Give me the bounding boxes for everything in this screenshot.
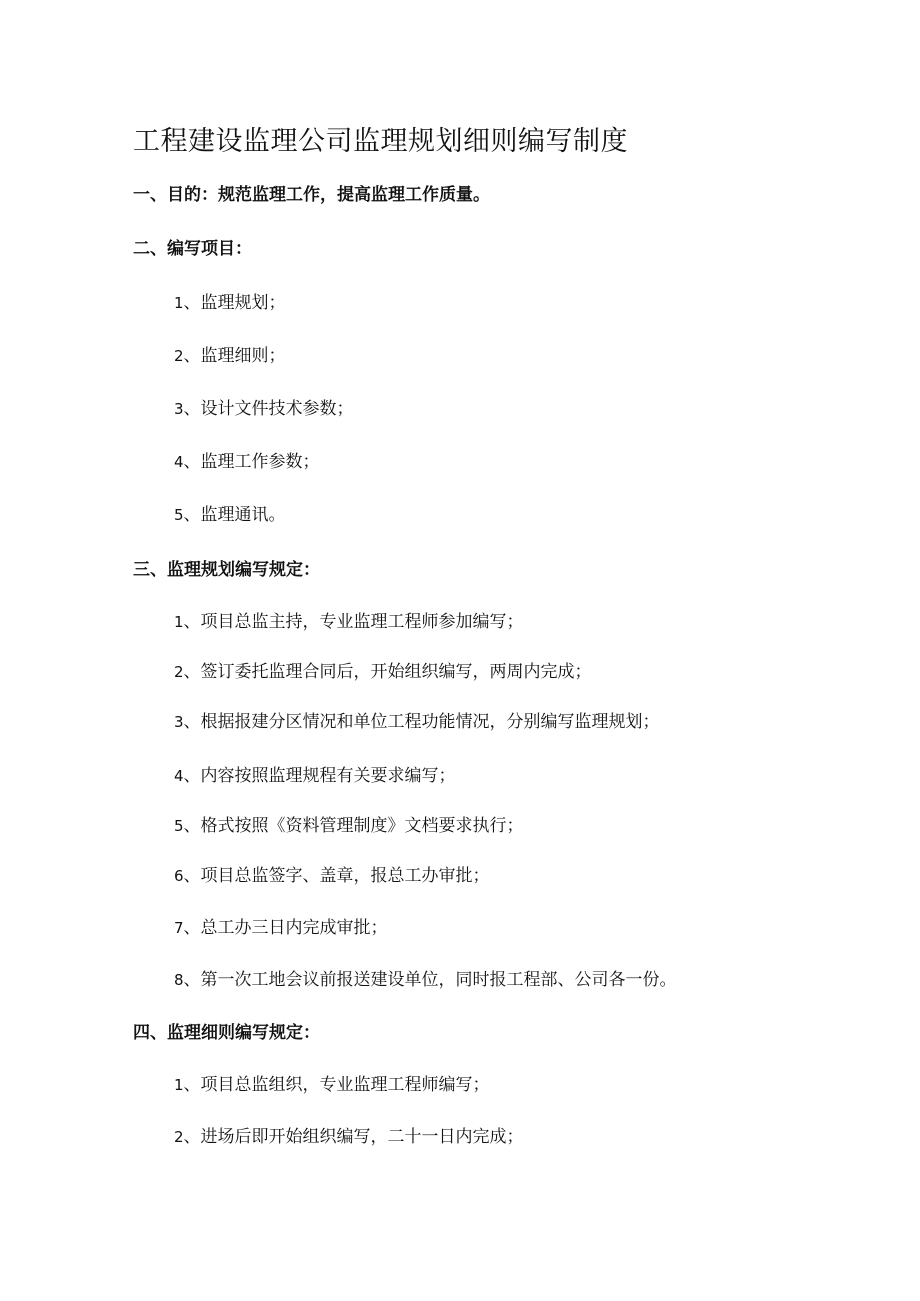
list-item-number: 2 xyxy=(174,347,184,365)
list-item-number: 5 xyxy=(174,506,184,524)
list-item-number: 6 xyxy=(174,867,184,885)
section-heading-plan-rules: 三、监理规划编写规定： xyxy=(133,560,320,580)
list-item-text: 、内容按照监理规程有关要求编写； xyxy=(183,766,456,786)
list-item-text: 、监理工作参数； xyxy=(183,452,320,472)
list-item xyxy=(174,341,286,366)
list-item xyxy=(174,1070,490,1095)
list-item-text: 、项目总监主持，专业监理工程师参加编写； xyxy=(183,612,524,632)
list-item-text: 、格式按照《资料管理制度》文档要求执行； xyxy=(183,816,524,836)
section-heading-detail-rules: 四、监理细则编写规定： xyxy=(133,1023,320,1043)
list-item-number: 8 xyxy=(174,971,184,989)
list-item-number: 2 xyxy=(174,663,184,681)
list-item-text: 、监理细则； xyxy=(183,346,286,366)
list-item xyxy=(174,1122,524,1147)
list-item-text: 、总工办三日内完成审批； xyxy=(183,918,388,938)
list-item xyxy=(174,761,456,786)
list-item xyxy=(174,500,286,525)
list-item xyxy=(174,707,660,732)
list-item-number: 4 xyxy=(174,453,184,471)
list-item-text: 、监理通讯。 xyxy=(183,505,286,525)
list-item-text: 、监理规划； xyxy=(183,293,286,313)
list-item-number: 3 xyxy=(174,400,184,418)
list-item-number: 1 xyxy=(174,613,184,631)
list-item-number: 3 xyxy=(174,713,184,731)
list-item-text: 、进场后即开始组织编写，二十一日内完成； xyxy=(183,1127,524,1147)
list-item-text: 、设计文件技术参数； xyxy=(183,399,354,419)
list-item xyxy=(174,288,286,313)
list-item xyxy=(174,861,490,886)
list-item-text: 、项目总监组织，专业监理工程师编写； xyxy=(183,1075,490,1095)
list-item-text: 、第一次工地会议前报送建设单位，同时报工程部、公司各一份。 xyxy=(183,970,677,990)
list-item xyxy=(174,394,354,419)
document-title: 工程建设监理公司监理规划细则编写制度 xyxy=(133,126,628,157)
list-item xyxy=(174,447,320,472)
list-item xyxy=(174,657,592,682)
list-item xyxy=(174,913,388,938)
list-item xyxy=(174,607,524,632)
list-item-number: 5 xyxy=(174,817,184,835)
list-item-number: 4 xyxy=(174,767,184,785)
list-item xyxy=(174,811,524,836)
list-item-number: 1 xyxy=(174,1076,184,1094)
list-item-number: 1 xyxy=(174,294,184,312)
section-heading-items: 二、编写项目： xyxy=(133,239,252,259)
list-item-text: 、根据报建分区情况和单位工程功能情况，分别编写监理规划； xyxy=(183,712,660,732)
list-item-number: 2 xyxy=(174,1128,184,1146)
list-item xyxy=(174,965,677,990)
section-heading-purpose: 一、目的：规范监理工作，提高监理工作质量。 xyxy=(133,185,490,205)
list-item-text: 、签订委托监理合同后，开始组织编写，两周内完成； xyxy=(183,662,592,682)
list-item-number: 7 xyxy=(174,919,184,937)
list-item-text: 、项目总监签字、盖章，报总工办审批； xyxy=(183,866,490,886)
